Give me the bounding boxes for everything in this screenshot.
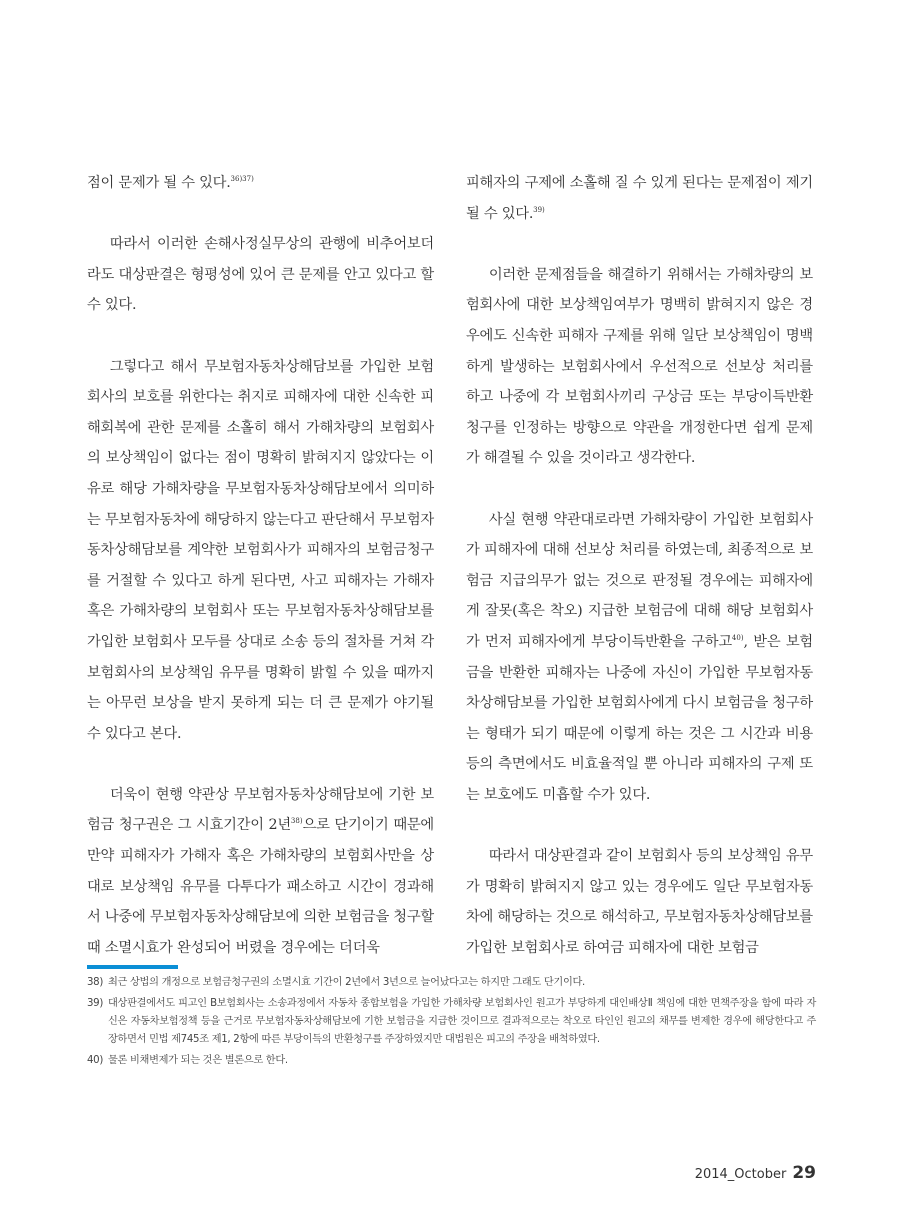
paragraph-text: 으로 단기이기 때문에 만약 피해자가 가해자 혹은 가해차량의 보험회사만을 상대로 보상책임 유무를 다투다가 패소하고 시간이 경과해서 나중에 무보험자동차상해담보에 의한 보험금을 청구할 때 소멸시효가 완성되어 버렸을 경우에는 더더욱 xyxy=(87,817,434,956)
paragraph: 따라서 이러한 손해사정실무상의 관행에 비추어보더라도 대상판결은 형평성에 있어 큰 문제를 안고 있다고 할 수 있다. xyxy=(87,236,434,314)
paragraph-text: , 받은 보험금을 반환한 피해자는 나중에 자신이 가입한 무보험자동차상해담보를 가입한 보험회사에게 다시 보험금을 청구하는 형태가 되기 때문에 이렇게 하는 것은 그 시간과 비용 등의 측면에서도 비효율적일 뿐 아니라 피해자의 구제 또는 보호에도 미흡할 수가 있다. xyxy=(466,633,813,803)
footnote-text: 최근 상법의 개정으로 보험금청구권의 소멸시효 기간이 2년에서 3년으로 늘어났다고는 하지만 그래도 단기이다. xyxy=(108,977,585,988)
paragraph-text: 피해자의 구제에 소홀해 질 수 있게 된다는 문제점이 제기될 수 있다. xyxy=(466,175,813,222)
paragraph: 그렇다고 해서 무보험자동차상해담보를 가입한 보험회사의 보호를 위한다는 취지로 피해자에 대한 신속한 피해회복에 관한 문제를 소홀히 해서 가해차량의 보험회사의 보상책임이 없다는 점이 명확히 밝혀지지 않았다는 이유로 해당 가해차량을 무보험자동차상해담보에서 의미하는 무보험자동차에 해당하지 않는다고 판단해서 무보험자동차상해담보를 계약한 보험회사가 피해자의 보험금청구를 거절할 수 있다고 하게 된다면, 사고 피해자는 가해자 혹은 가해차량의 보험회사 또는 무보험자동차상해담보를 가입한 보험회사 모두를 상대로 소송 등의 절차를 거쳐 각 보험회사의 보상책임 유무를 명확히 밝힐 수 있을 때까지는 아무런 보상을 받지 못하게 되는 더 큰 문제가 야기될 수 있다고 본다. xyxy=(87,358,434,742)
footnote-item xyxy=(87,1052,816,1070)
footnote-text: 대상판결에서도 피고인 B보험회사는 소송과정에서 자동차 종합보험을 가입한 가해차량 보험회사인 원고가 부당하게 대인배상Ⅱ 책임에 대한 면책주장을 함에 따라 자신은 자동차보험정책 등을 근거로 무보험자동차상해담보에 기한 보험금을 지급한 것이므로 결과적으로는 착오로 타인인 원고의 채무를 변제한 경우에 해당한다고 주장하면서 민법 제745조 제1, 2항에 따른 부당이득의 반환청구를 주장하였지만 대법원은 피고의 주장을 배척하였다. xyxy=(108,998,816,1045)
paragraph: 이러한 문제점들을 해결하기 위해서는 가해차량의 보험회사에 대한 보상책임여부가 명백히 밝혀지지 않은 경우에도 신속한 피해자 구제를 위해 일단 보상책임이 명백하게 발생하는 보험회사에서 우선적으로 선보상 처리를 하고 나중에 각 보험회사끼리 구상금 또는 부당이득반환청구를 인정하는 방향으로 약관을 개정한다면 쉽게 문제가 해결될 수 있을 것이라고 생각한다. xyxy=(466,266,813,467)
paragraph-text: 사실 현행 약관대로라면 가해차량이 가입한 보험회사가 피해자에 대해 선보상 처리를 하였는데, 최종적으로 보험금 지급의무가 없는 것으로 판정될 경우에는 피해자에게 잘못(혹은 착오) 지급한 보험금에 대해 해당 보험회사가 먼저 피해자에게 부당이득반환을 구하고 xyxy=(466,511,813,650)
footnote-ref: 40) xyxy=(731,633,744,642)
footnote-text: 물론 비채변제가 되는 것은 별론으로 한다. xyxy=(108,1055,288,1066)
footnotes xyxy=(87,974,816,1070)
paragraph-text: 점이 문제가 될 수 있다. xyxy=(87,175,231,191)
page-footer xyxy=(695,1163,816,1183)
footnote-ref: 38) xyxy=(290,817,303,826)
issue-label: 2014_October xyxy=(694,1167,787,1182)
footnote-ref: 39) xyxy=(533,205,545,214)
footnote-item xyxy=(87,974,816,992)
paragraph-text: 더욱이 현행 약관상 무보험자동차상해담보에 기한 보험금 청구권은 그 시효기간이 2년 xyxy=(87,786,434,834)
body-column-right xyxy=(466,168,813,963)
paragraph xyxy=(87,780,434,964)
page-number: 29 xyxy=(792,1163,816,1183)
paragraph xyxy=(466,168,813,229)
footnote-number: 40) xyxy=(87,1055,104,1066)
footnote-number: 38) xyxy=(87,977,104,988)
paragraph xyxy=(466,505,813,811)
body-column-left xyxy=(87,168,434,963)
paragraph xyxy=(87,168,434,199)
footnote-rule xyxy=(87,965,178,969)
footnote-number: 39) xyxy=(87,998,104,1009)
footnote-ref: 36)37) xyxy=(230,175,254,183)
footnote-item xyxy=(87,995,816,1049)
paragraph: 따라서 대상판결과 같이 보험회사 등의 보상책임 유무가 명확히 밝혀지지 않고 있는 경우에도 일단 무보험자동차에 해당하는 것으로 해석하고, 무보험자동차상해담보를 가입한 보험회사로 하여금 피해자에 대한 보험금 xyxy=(466,848,813,956)
